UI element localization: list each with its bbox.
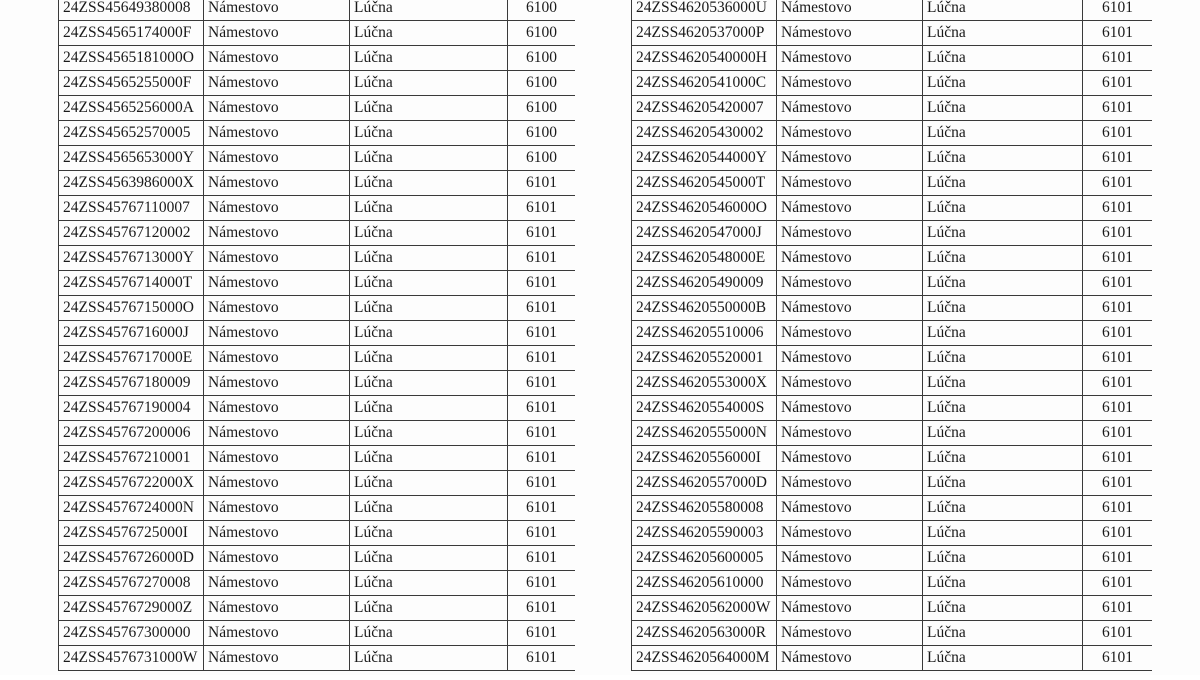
record-code-cell: 24ZSS45649380008 bbox=[59, 0, 204, 21]
table-row bbox=[632, 446, 1153, 471]
table-row bbox=[632, 21, 1153, 46]
table-row bbox=[59, 371, 576, 396]
number-cell: 6101 bbox=[508, 296, 576, 321]
number-cell: 6101 bbox=[1083, 596, 1153, 621]
town-cell: Námestovo bbox=[777, 196, 923, 221]
record-code-cell: 24ZSS45767110007 bbox=[59, 196, 204, 221]
number-cell: 6101 bbox=[1083, 271, 1153, 296]
street-cell: Lúčna bbox=[923, 0, 1083, 21]
record-code-cell: 24ZSS4576717000E bbox=[59, 346, 204, 371]
record-code-cell: 24ZSS4576713000Y bbox=[59, 246, 204, 271]
table-row bbox=[632, 396, 1153, 421]
street-cell: Lúčna bbox=[923, 446, 1083, 471]
town-cell: Námestovo bbox=[204, 346, 350, 371]
town-cell: Námestovo bbox=[204, 321, 350, 346]
record-code-cell: 24ZSS46205520001 bbox=[632, 346, 777, 371]
number-cell: 6100 bbox=[508, 121, 576, 146]
number-cell: 6101 bbox=[1083, 421, 1153, 446]
number-cell: 6101 bbox=[1083, 196, 1153, 221]
number-cell: 6101 bbox=[1083, 171, 1153, 196]
record-code-cell: 24ZSS45652570005 bbox=[59, 121, 204, 146]
town-cell: Námestovo bbox=[204, 246, 350, 271]
number-cell: 6101 bbox=[508, 571, 576, 596]
town-cell: Námestovo bbox=[204, 496, 350, 521]
number-cell: 6101 bbox=[508, 546, 576, 571]
street-cell: Lúčna bbox=[350, 46, 508, 71]
table-row bbox=[59, 471, 576, 496]
record-code-cell: 24ZSS4576722000X bbox=[59, 471, 204, 496]
table-row bbox=[59, 71, 576, 96]
town-cell: Námestovo bbox=[777, 21, 923, 46]
street-cell: Lúčna bbox=[350, 96, 508, 121]
town-cell: Námestovo bbox=[777, 346, 923, 371]
table-row bbox=[632, 296, 1153, 321]
town-cell: Námestovo bbox=[777, 496, 923, 521]
number-cell: 6101 bbox=[508, 396, 576, 421]
number-cell: 6100 bbox=[508, 96, 576, 121]
street-cell: Lúčna bbox=[350, 396, 508, 421]
table-row bbox=[632, 646, 1153, 671]
record-code-cell: 24ZSS4620553000X bbox=[632, 371, 777, 396]
street-cell: Lúčna bbox=[923, 596, 1083, 621]
number-cell: 6101 bbox=[508, 246, 576, 271]
town-cell: Námestovo bbox=[204, 546, 350, 571]
number-cell: 6101 bbox=[508, 196, 576, 221]
number-cell: 6101 bbox=[1083, 496, 1153, 521]
record-code-cell: 24ZSS4565255000F bbox=[59, 71, 204, 96]
record-code-cell: 24ZSS4565256000A bbox=[59, 96, 204, 121]
number-cell: 6101 bbox=[508, 646, 576, 671]
town-cell: Námestovo bbox=[777, 371, 923, 396]
street-cell: Lúčna bbox=[923, 546, 1083, 571]
town-cell: Námestovo bbox=[777, 446, 923, 471]
record-code-cell: 24ZSS46205430002 bbox=[632, 121, 777, 146]
table-row bbox=[59, 621, 576, 646]
town-cell: Námestovo bbox=[204, 521, 350, 546]
street-cell: Lúčna bbox=[350, 446, 508, 471]
record-code-cell: 24ZSS4576725000I bbox=[59, 521, 204, 546]
record-code-cell: 24ZSS45767120002 bbox=[59, 221, 204, 246]
street-cell: Lúčna bbox=[923, 371, 1083, 396]
number-cell: 6101 bbox=[1083, 46, 1153, 71]
record-code-cell: 24ZSS45767180009 bbox=[59, 371, 204, 396]
number-cell: 6101 bbox=[508, 221, 576, 246]
record-code-cell: 24ZSS46205610000 bbox=[632, 571, 777, 596]
table-row bbox=[632, 371, 1153, 396]
number-cell: 6101 bbox=[1083, 346, 1153, 371]
town-cell: Námestovo bbox=[777, 271, 923, 296]
table-row bbox=[632, 196, 1153, 221]
number-cell: 6101 bbox=[1083, 96, 1153, 121]
number-cell: 6100 bbox=[508, 146, 576, 171]
record-code-cell: 24ZSS4620548000E bbox=[632, 246, 777, 271]
street-cell: Lúčna bbox=[350, 496, 508, 521]
town-cell: Námestovo bbox=[777, 71, 923, 96]
table-row bbox=[632, 421, 1153, 446]
record-code-cell: 24ZSS4620563000R bbox=[632, 621, 777, 646]
table-row bbox=[59, 321, 576, 346]
table-row bbox=[59, 271, 576, 296]
table-row bbox=[632, 46, 1153, 71]
street-cell: Lúčna bbox=[923, 271, 1083, 296]
number-cell: 6101 bbox=[1083, 521, 1153, 546]
street-cell: Lúčna bbox=[923, 471, 1083, 496]
street-cell: Lúčna bbox=[350, 21, 508, 46]
number-cell: 6101 bbox=[508, 621, 576, 646]
number-cell: 6101 bbox=[508, 321, 576, 346]
table-row bbox=[632, 321, 1153, 346]
street-cell: Lúčna bbox=[923, 146, 1083, 171]
town-cell: Námestovo bbox=[204, 271, 350, 296]
town-cell: Námestovo bbox=[204, 421, 350, 446]
street-cell: Lúčna bbox=[923, 496, 1083, 521]
table-row bbox=[59, 96, 576, 121]
record-code-cell: 24ZSS45767300000 bbox=[59, 621, 204, 646]
town-cell: Námestovo bbox=[777, 221, 923, 246]
left-table-body bbox=[59, 0, 576, 671]
record-code-cell: 24ZSS4620540000H bbox=[632, 46, 777, 71]
number-cell: 6101 bbox=[1083, 246, 1153, 271]
table-row bbox=[632, 571, 1153, 596]
table-row bbox=[59, 121, 576, 146]
town-cell: Námestovo bbox=[777, 246, 923, 271]
town-cell: Námestovo bbox=[204, 221, 350, 246]
street-cell: Lúčna bbox=[350, 371, 508, 396]
record-code-cell: 24ZSS46205490009 bbox=[632, 271, 777, 296]
table-row bbox=[59, 246, 576, 271]
number-cell: 6100 bbox=[508, 21, 576, 46]
town-cell: Námestovo bbox=[204, 596, 350, 621]
town-cell: Námestovo bbox=[204, 296, 350, 321]
street-cell: Lúčna bbox=[350, 346, 508, 371]
street-cell: Lúčna bbox=[923, 646, 1083, 671]
number-cell: 6101 bbox=[508, 596, 576, 621]
town-cell: Námestovo bbox=[777, 471, 923, 496]
table-row bbox=[632, 171, 1153, 196]
record-code-cell: 24ZSS4620557000D bbox=[632, 471, 777, 496]
number-cell: 6101 bbox=[1083, 371, 1153, 396]
number-cell: 6101 bbox=[1083, 471, 1153, 496]
street-cell: Lúčna bbox=[923, 171, 1083, 196]
street-cell: Lúčna bbox=[350, 246, 508, 271]
table-row bbox=[59, 221, 576, 246]
town-cell: Námestovo bbox=[204, 646, 350, 671]
street-cell: Lúčna bbox=[923, 246, 1083, 271]
table-row bbox=[59, 396, 576, 421]
record-code-cell: 24ZSS46205580008 bbox=[632, 496, 777, 521]
number-cell: 6101 bbox=[1083, 221, 1153, 246]
town-cell: Námestovo bbox=[777, 621, 923, 646]
number-cell: 6101 bbox=[1083, 121, 1153, 146]
number-cell: 6101 bbox=[1083, 396, 1153, 421]
street-cell: Lúčna bbox=[350, 421, 508, 446]
right-table-body bbox=[632, 0, 1153, 671]
record-code-cell: 24ZSS4565653000Y bbox=[59, 146, 204, 171]
record-code-cell: 24ZSS45767270008 bbox=[59, 571, 204, 596]
town-cell: Námestovo bbox=[777, 121, 923, 146]
table-row bbox=[632, 221, 1153, 246]
number-cell: 6101 bbox=[1083, 546, 1153, 571]
town-cell: Námestovo bbox=[204, 571, 350, 596]
street-cell: Lúčna bbox=[350, 646, 508, 671]
street-cell: Lúčna bbox=[350, 546, 508, 571]
town-cell: Námestovo bbox=[777, 171, 923, 196]
record-code-cell: 24ZSS4563986000X bbox=[59, 171, 204, 196]
table-row bbox=[632, 471, 1153, 496]
table-row bbox=[59, 646, 576, 671]
street-cell: Lúčna bbox=[350, 271, 508, 296]
table-row bbox=[632, 146, 1153, 171]
table-row bbox=[632, 0, 1153, 21]
number-cell: 6101 bbox=[1083, 446, 1153, 471]
number-cell: 6101 bbox=[508, 421, 576, 446]
town-cell: Námestovo bbox=[204, 196, 350, 221]
record-code-cell: 24ZSS4576716000J bbox=[59, 321, 204, 346]
town-cell: Námestovo bbox=[204, 396, 350, 421]
record-code-cell: 24ZSS4620537000P bbox=[632, 21, 777, 46]
record-code-cell: 24ZSS4565174000F bbox=[59, 21, 204, 46]
table-row bbox=[59, 421, 576, 446]
number-cell: 6101 bbox=[508, 371, 576, 396]
town-cell: Námestovo bbox=[777, 646, 923, 671]
street-cell: Lúčna bbox=[350, 521, 508, 546]
table-row bbox=[59, 521, 576, 546]
street-cell: Lúčna bbox=[350, 471, 508, 496]
record-code-cell: 24ZSS4620546000O bbox=[632, 196, 777, 221]
number-cell: 6101 bbox=[1083, 146, 1153, 171]
left-table-container bbox=[58, 0, 575, 680]
street-cell: Lúčna bbox=[350, 0, 508, 21]
number-cell: 6100 bbox=[508, 46, 576, 71]
record-code-cell: 24ZSS4576715000O bbox=[59, 296, 204, 321]
town-cell: Námestovo bbox=[777, 146, 923, 171]
street-cell: Lúčna bbox=[923, 621, 1083, 646]
town-cell: Námestovo bbox=[204, 121, 350, 146]
street-cell: Lúčna bbox=[350, 146, 508, 171]
street-cell: Lúčna bbox=[923, 46, 1083, 71]
record-code-cell: 24ZSS46205590003 bbox=[632, 521, 777, 546]
town-cell: Námestovo bbox=[777, 421, 923, 446]
town-cell: Námestovo bbox=[777, 546, 923, 571]
town-cell: Námestovo bbox=[777, 521, 923, 546]
record-code-cell: 24ZSS4576726000D bbox=[59, 546, 204, 571]
number-cell: 6101 bbox=[1083, 71, 1153, 96]
table-row bbox=[59, 296, 576, 321]
table-row bbox=[632, 546, 1153, 571]
town-cell: Námestovo bbox=[204, 21, 350, 46]
record-code-cell: 24ZSS4620556000I bbox=[632, 446, 777, 471]
record-code-cell: 24ZSS4576724000N bbox=[59, 496, 204, 521]
right-table-container bbox=[631, 0, 1152, 680]
town-cell: Námestovo bbox=[777, 571, 923, 596]
street-cell: Lúčna bbox=[350, 596, 508, 621]
record-code-cell: 24ZSS4620562000W bbox=[632, 596, 777, 621]
table-row bbox=[59, 46, 576, 71]
table-row bbox=[59, 0, 576, 21]
table-row bbox=[632, 271, 1153, 296]
town-cell: Námestovo bbox=[204, 371, 350, 396]
record-code-cell: 24ZSS46205510006 bbox=[632, 321, 777, 346]
number-cell: 6101 bbox=[1083, 0, 1153, 21]
number-cell: 6101 bbox=[508, 346, 576, 371]
street-cell: Lúčna bbox=[923, 321, 1083, 346]
street-cell: Lúčna bbox=[923, 96, 1083, 121]
town-cell: Námestovo bbox=[777, 46, 923, 71]
number-cell: 6101 bbox=[508, 496, 576, 521]
table-row bbox=[59, 196, 576, 221]
record-code-cell: 24ZSS46205600005 bbox=[632, 546, 777, 571]
street-cell: Lúčna bbox=[923, 396, 1083, 421]
record-code-cell: 24ZSS4620550000B bbox=[632, 296, 777, 321]
number-cell: 6100 bbox=[508, 71, 576, 96]
table-row bbox=[59, 546, 576, 571]
table-row bbox=[632, 521, 1153, 546]
left-records-table bbox=[58, 0, 575, 671]
number-cell: 6101 bbox=[508, 171, 576, 196]
number-cell: 6101 bbox=[1083, 646, 1153, 671]
record-code-cell: 24ZSS4620541000C bbox=[632, 71, 777, 96]
record-code-cell: 24ZSS4620545000T bbox=[632, 171, 777, 196]
town-cell: Námestovo bbox=[204, 471, 350, 496]
number-cell: 6101 bbox=[508, 271, 576, 296]
number-cell: 6100 bbox=[508, 0, 576, 21]
record-code-cell: 24ZSS4565181000O bbox=[59, 46, 204, 71]
record-code-cell: 24ZSS4620554000S bbox=[632, 396, 777, 421]
street-cell: Lúčna bbox=[923, 121, 1083, 146]
number-cell: 6101 bbox=[508, 521, 576, 546]
street-cell: Lúčna bbox=[923, 421, 1083, 446]
town-cell: Námestovo bbox=[204, 446, 350, 471]
street-cell: Lúčna bbox=[350, 171, 508, 196]
town-cell: Námestovo bbox=[204, 46, 350, 71]
town-cell: Námestovo bbox=[777, 96, 923, 121]
town-cell: Námestovo bbox=[777, 321, 923, 346]
town-cell: Námestovo bbox=[777, 596, 923, 621]
town-cell: Námestovo bbox=[204, 71, 350, 96]
table-row bbox=[59, 496, 576, 521]
record-code-cell: 24ZSS4620564000M bbox=[632, 646, 777, 671]
record-code-cell: 24ZSS4620536000U bbox=[632, 0, 777, 21]
town-cell: Námestovo bbox=[777, 0, 923, 21]
table-row bbox=[59, 171, 576, 196]
table-row bbox=[59, 571, 576, 596]
street-cell: Lúčna bbox=[350, 621, 508, 646]
street-cell: Lúčna bbox=[350, 221, 508, 246]
record-code-cell: 24ZSS4620547000J bbox=[632, 221, 777, 246]
number-cell: 6101 bbox=[1083, 296, 1153, 321]
table-row bbox=[59, 346, 576, 371]
table-row bbox=[632, 621, 1153, 646]
town-cell: Námestovo bbox=[777, 296, 923, 321]
town-cell: Námestovo bbox=[204, 146, 350, 171]
table-row bbox=[59, 21, 576, 46]
street-cell: Lúčna bbox=[923, 71, 1083, 96]
number-cell: 6101 bbox=[1083, 321, 1153, 346]
table-row bbox=[59, 446, 576, 471]
record-code-cell: 24ZSS46205420007 bbox=[632, 96, 777, 121]
number-cell: 6101 bbox=[1083, 571, 1153, 596]
street-cell: Lúčna bbox=[923, 346, 1083, 371]
street-cell: Lúčna bbox=[350, 71, 508, 96]
town-cell: Námestovo bbox=[204, 96, 350, 121]
number-cell: 6101 bbox=[1083, 21, 1153, 46]
street-cell: Lúčna bbox=[350, 571, 508, 596]
street-cell: Lúčna bbox=[350, 196, 508, 221]
table-row bbox=[632, 496, 1153, 521]
street-cell: Lúčna bbox=[923, 521, 1083, 546]
street-cell: Lúčna bbox=[350, 321, 508, 346]
record-code-cell: 24ZSS4620544000Y bbox=[632, 146, 777, 171]
table-row bbox=[59, 146, 576, 171]
number-cell: 6101 bbox=[1083, 621, 1153, 646]
town-cell: Námestovo bbox=[204, 0, 350, 21]
table-row bbox=[59, 596, 576, 621]
town-cell: Námestovo bbox=[777, 396, 923, 421]
table-row bbox=[632, 71, 1153, 96]
town-cell: Námestovo bbox=[204, 621, 350, 646]
right-records-table bbox=[631, 0, 1152, 671]
street-cell: Lúčna bbox=[923, 571, 1083, 596]
record-code-cell: 24ZSS4576731000W bbox=[59, 646, 204, 671]
table-row bbox=[632, 246, 1153, 271]
record-code-cell: 24ZSS45767210001 bbox=[59, 446, 204, 471]
record-code-cell: 24ZSS4576714000T bbox=[59, 271, 204, 296]
record-code-cell: 24ZSS4576729000Z bbox=[59, 596, 204, 621]
table-row bbox=[632, 121, 1153, 146]
street-cell: Lúčna bbox=[923, 21, 1083, 46]
number-cell: 6101 bbox=[508, 446, 576, 471]
number-cell: 6101 bbox=[508, 471, 576, 496]
street-cell: Lúčna bbox=[350, 296, 508, 321]
street-cell: Lúčna bbox=[923, 221, 1083, 246]
street-cell: Lúčna bbox=[350, 121, 508, 146]
record-code-cell: 24ZSS45767190004 bbox=[59, 396, 204, 421]
table-row bbox=[632, 596, 1153, 621]
table-row bbox=[632, 96, 1153, 121]
street-cell: Lúčna bbox=[923, 196, 1083, 221]
record-code-cell: 24ZSS45767200006 bbox=[59, 421, 204, 446]
town-cell: Námestovo bbox=[204, 171, 350, 196]
table-row bbox=[632, 346, 1153, 371]
record-code-cell: 24ZSS4620555000N bbox=[632, 421, 777, 446]
street-cell: Lúčna bbox=[923, 296, 1083, 321]
